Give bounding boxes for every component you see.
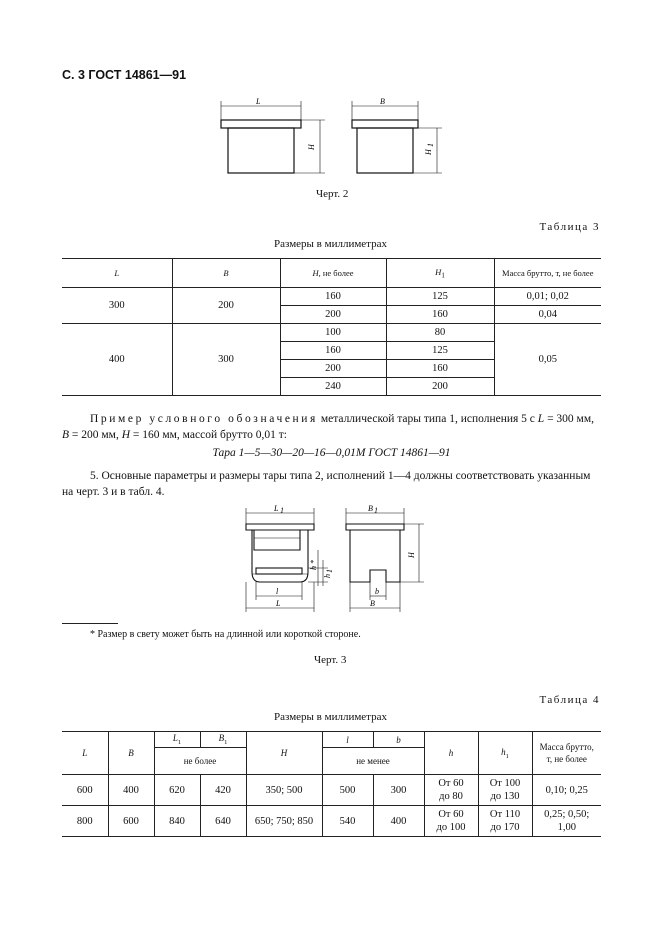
th-not-less: не менее bbox=[322, 748, 424, 775]
th-B: B bbox=[108, 732, 154, 775]
th-H-note: , не более bbox=[318, 268, 354, 278]
table-4-units: Размеры в миллиметрах bbox=[274, 711, 387, 723]
figure-2-drawing bbox=[210, 95, 460, 180]
designation-example: Тара 1—5—30—20—16—0,01М ГОСТ 14861—91 bbox=[212, 447, 451, 459]
th-mass: Масса брутто, т, не более bbox=[494, 259, 601, 288]
th-b: b bbox=[373, 732, 424, 748]
svg-text:1: 1 bbox=[374, 506, 378, 515]
dim-H1-sub: 1 bbox=[426, 143, 435, 147]
th-h1: h bbox=[501, 746, 506, 757]
table-3-header bbox=[62, 259, 601, 288]
table-row: 600 400 620 420 350; 500 500 300 От 60 до 80 От 100 до 130 0,10; 0,25 bbox=[62, 775, 601, 806]
table-3-label: Таблица 3 bbox=[539, 221, 600, 233]
dim-H: H bbox=[407, 552, 416, 558]
dim-L: L bbox=[276, 599, 281, 608]
th-H1-sub: 1 bbox=[441, 271, 445, 280]
table-row: 400 300 100 80 0,05 bbox=[62, 324, 601, 342]
table-row: 200 160 bbox=[62, 360, 601, 378]
table-row: 160 125 bbox=[62, 342, 601, 360]
th-H: H bbox=[246, 732, 322, 775]
figure-2-caption: Черт. 2 bbox=[316, 188, 349, 200]
th-mass: Масса брутто, т, не более bbox=[532, 732, 601, 775]
dim-H: H bbox=[307, 144, 316, 150]
dim-B: B bbox=[380, 97, 385, 106]
svg-text:1: 1 bbox=[325, 569, 334, 573]
table-4-header: L B $L_1$ $B_1$ H l b h $h_1$ Масса брутто, т, не более bbox=[62, 732, 601, 748]
table-3 bbox=[62, 258, 601, 396]
th-B1: B bbox=[218, 733, 225, 744]
table-row: 200 160 0,04 bbox=[62, 306, 601, 324]
paragraph-5: 5. Основные параметры и размеры тары типа 2, исполнений 1—4 должны соответствовать указанным на черт. 3 и в табл. 4. bbox=[62, 470, 591, 498]
footnote-rule bbox=[62, 623, 118, 624]
table-row: 240 200 bbox=[62, 378, 601, 396]
th-L: L bbox=[62, 259, 172, 288]
dim-h-star: h bbox=[309, 566, 318, 570]
th-l: l bbox=[322, 732, 373, 748]
table-row: 300 200 160 125 0,01; 0,02 bbox=[62, 288, 601, 306]
th-h: h bbox=[424, 732, 478, 775]
figure-3-caption: Черт. 3 bbox=[314, 654, 347, 666]
th-H1: H bbox=[435, 266, 442, 277]
example-paragraph: Пример условного обозначения металлической тары типа 1, исполнения 5 с L = 300 мм, B = 200 мм, H = 160 мм, массой брутто 0,01 т: bbox=[62, 413, 594, 441]
dim-l: l bbox=[276, 587, 279, 596]
dim-L: L bbox=[256, 97, 261, 106]
th-B: B bbox=[172, 259, 280, 288]
dim-B: B bbox=[370, 599, 375, 608]
table-4 bbox=[62, 731, 601, 837]
th-L1: L bbox=[172, 733, 178, 744]
svg-text:*: * bbox=[309, 560, 318, 564]
table-4-label: Таблица 4 bbox=[539, 694, 600, 706]
figure-3-drawing bbox=[230, 500, 430, 618]
dim-b: b bbox=[375, 587, 379, 596]
dim-B1: B bbox=[368, 504, 373, 513]
footnote: * Размер в свету может быть на длинной или короткой стороне. bbox=[90, 629, 361, 640]
th-L: L bbox=[62, 732, 108, 775]
dim-H1: H bbox=[424, 149, 433, 155]
table-row: 800 600 840 640 650; 750; 850 540 400 От 60 до 100 От 110 до 170 0,25; 0,50; 1,00 bbox=[62, 806, 601, 837]
page-header: С. 3 ГОСТ 14861—91 bbox=[62, 68, 187, 82]
dim-L1: L bbox=[274, 504, 279, 513]
th-H: H bbox=[312, 268, 319, 278]
th-not-more: не более bbox=[154, 748, 246, 775]
dim-h1: h bbox=[323, 574, 332, 578]
table-3-units: Размеры в миллиметрах bbox=[274, 238, 387, 250]
svg-text:1: 1 bbox=[280, 506, 284, 515]
